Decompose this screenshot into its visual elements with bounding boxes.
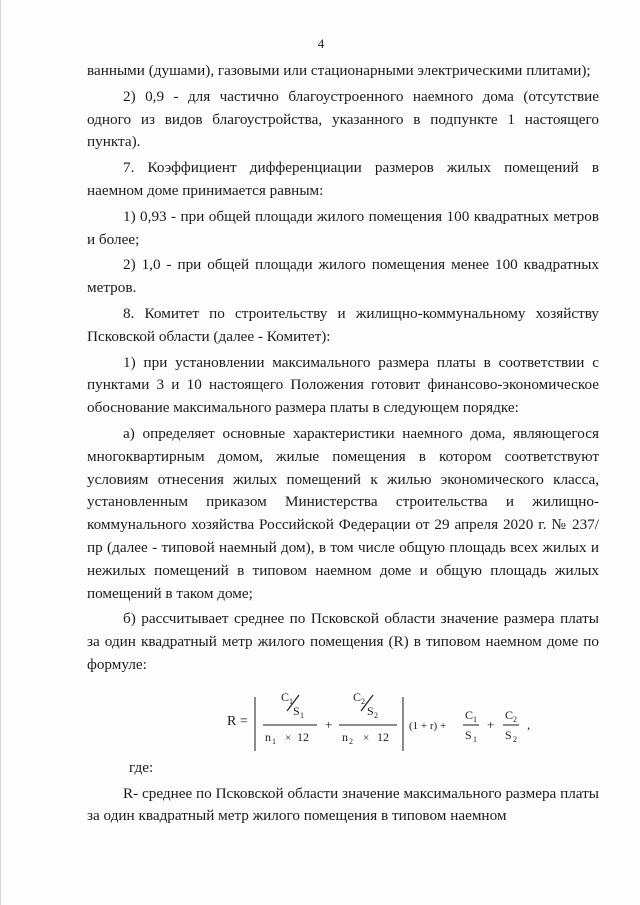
paragraph-point-7: 7. Коэффициент дифференциации размеров жилых помещений в наемном доме принимается равным: [87,159,599,199]
formula-c1: C [281,689,290,704]
paragraph-item-2: 2) 0,9 - для частично благоустроенного наемного дома (отсутствие одного из видов благоустройства, указанного в подпункте 1 настоящего пункта). [87,87,599,151]
formula-plus: + [325,716,333,732]
paragraph-subitem-b: б) рассчитывает среднее по Псковской области значение размера платы за один квадратный метр жилого помещения (R) в типовом наемном доме по формуле: [87,610,599,673]
formula-n2: n [342,729,348,744]
formula-n1-sub: 1 [272,736,276,746]
paragraph-point-8: 8. Комитет по строительству и жилищно-коммунальному хозяйству Псковской области (далее - Комитет): [87,304,599,345]
formula-s1-b-sub: 1 [473,734,477,744]
page-number: 4 [317,36,325,51]
formula-n1: n [265,729,271,744]
formula-c1-b-sub: 1 [473,714,477,724]
formula-plus-2: + [487,716,495,732]
paragraph-where: где: [129,758,154,776]
formula-s2-b: S [505,727,512,742]
formula-factor: (1 + r) + [409,719,447,732]
formula-s1-sub: 1 [300,710,304,720]
formula-s2-sub: 2 [374,710,378,720]
paragraph-continuation: ванными (душами), газовыми или стационарными электрическими плитами); [87,62,591,79]
paragraph-subitem-a: а) определяет основные характеристики наемного дома, являющегося многоквартирным домом, жилые помещения в котором соответствуют условиям отнесения жилых помещений к жилью экономического класса, установленным приказом Министерства строительства и жилищно-коммунального хозяйства Российской Федерации от 29 апреля 2020 г. № 237/пр (далее - типовой наемный дом), в том числе общую площадь всех жилых и нежилых помещений в типовом наемном доме и общую площадь жилых помещений в таком доме; [87,424,599,602]
formula-c1-sub: 1 [289,696,293,706]
formula-twelve-2: 12 [377,729,389,744]
paragraph-point-7-item-2: 2) 1,0 - при общей площади жилого помещения менее 100 квадратных метров. [87,256,599,297]
formula-s1-b: S [465,727,472,742]
formula-block [87,681,599,757]
document-body [87,60,599,828]
formula-c2-b-sub: 2 [513,714,517,724]
formula-lhs: R = [227,713,248,729]
formula-times-2: × [363,731,370,744]
formula-times-1: × [285,731,292,744]
formula-c2-sub: 2 [361,696,365,706]
paragraph-point-8-item-1: 1) при установлении максимального размера платы в соответствии с пунктами 3 и 10 настоящего Положения готовит финансово-экономическое обоснование максимального размера платы в следующем порядке: [87,353,599,417]
formula-comma: , [527,716,531,732]
formula-c2-b: C [505,707,514,722]
formula-c1-b: C [465,707,474,722]
formula-s2-b-sub: 2 [513,734,517,744]
formula-c2: C [353,689,362,704]
paragraph-definition-r: R- среднее по Псковской области значение максимального размера платы за один квадратный метр жилого помещения в типовом наемном [87,784,599,825]
formula-s2: S [367,703,374,718]
formula-n2-sub: 2 [349,736,353,746]
formula-twelve-1: 12 [297,729,309,744]
paragraph-point-7-item-1: 1) 0,93 - при общей площади жилого помещения 100 квадратных метров и более; [87,207,599,248]
formula-s1: S [293,703,300,718]
